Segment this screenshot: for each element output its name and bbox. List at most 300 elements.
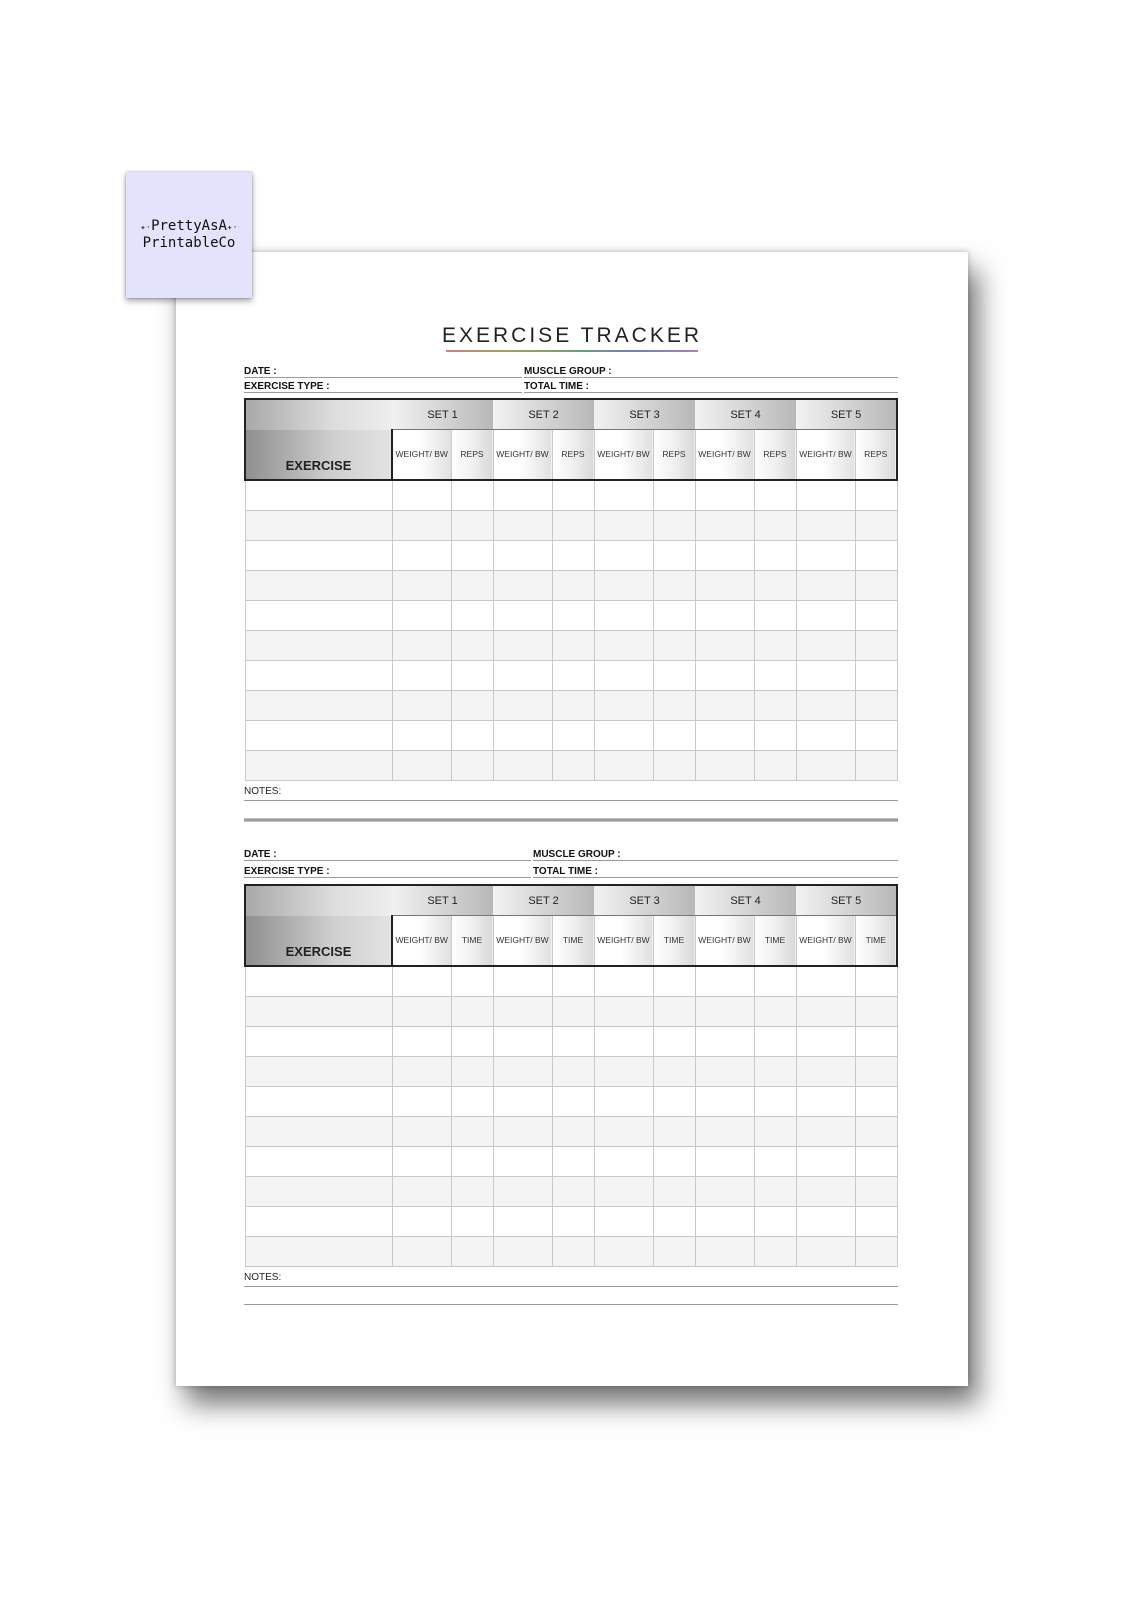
entry-cell[interactable] [451,600,493,630]
entry-cell[interactable] [552,720,594,750]
entry-cell[interactable] [552,570,594,600]
entry-cell[interactable] [594,750,653,780]
entry-cell[interactable] [695,1056,754,1086]
entry-cell[interactable] [855,510,897,540]
entry-cell[interactable] [796,1236,855,1266]
entry-cell[interactable] [653,1086,695,1116]
entry-cell[interactable] [552,630,594,660]
reps-header: REPS [754,430,796,480]
entry-cell[interactable] [695,600,754,630]
total-time-field[interactable] [524,392,898,393]
entry-cell[interactable] [451,996,493,1026]
reps-header: REPS [552,430,594,480]
table-row [245,690,897,720]
entry-cell[interactable] [493,480,552,511]
brand-logo [126,172,252,298]
notes-line[interactable] [244,1304,898,1305]
entry-cell[interactable] [493,1056,552,1086]
entry-cell[interactable] [392,690,451,720]
entry-cell[interactable] [653,600,695,630]
entry-cell[interactable] [796,660,855,690]
entry-cell[interactable] [695,510,754,540]
entry-cell[interactable] [754,1176,796,1206]
entry-cell[interactable] [392,600,451,630]
entry-cell[interactable] [451,1026,493,1056]
entry-cell[interactable] [754,600,796,630]
set-header-3: SET 3 [594,399,695,430]
entry-cell[interactable] [855,1146,897,1176]
entry-cell[interactable] [594,720,653,750]
table-row [245,1176,897,1206]
entry-cell[interactable] [392,1056,451,1086]
entry-cell[interactable] [392,966,451,997]
total-time-label: TOTAL TIME : [533,866,598,877]
entry-cell[interactable] [754,660,796,690]
exercise-type-field[interactable] [244,877,531,878]
entry-cell[interactable] [653,1206,695,1236]
set-header-1: SET 1 [392,399,493,430]
entry-cell[interactable] [392,1086,451,1116]
weight-bw-header: WEIGHT/ BW [392,916,451,966]
entry-cell[interactable] [796,1026,855,1056]
notes-line[interactable] [244,1286,898,1287]
exercise-cell[interactable] [245,750,392,780]
entry-cell[interactable] [754,1026,796,1056]
exercise-cell[interactable] [245,966,392,997]
entry-cell[interactable] [653,750,695,780]
entry-cell[interactable] [392,630,451,660]
entry-cell[interactable] [552,996,594,1026]
entry-cell[interactable] [552,1056,594,1086]
entry-cell[interactable] [754,750,796,780]
entry-cell[interactable] [653,630,695,660]
entry-cell[interactable] [855,720,897,750]
entry-cell[interactable] [695,1206,754,1236]
entry-cell[interactable] [451,660,493,690]
entry-cell[interactable] [695,966,754,997]
entry-cell[interactable] [796,570,855,600]
entry-cell[interactable] [796,966,855,997]
entry-cell[interactable] [653,1026,695,1056]
entry-cell[interactable] [594,570,653,600]
entry-cell[interactable] [493,966,552,997]
entry-cell[interactable] [594,1146,653,1176]
entry-cell[interactable] [855,660,897,690]
entry-cell[interactable] [754,540,796,570]
entry-cell[interactable] [695,480,754,511]
entry-cell[interactable] [493,1026,552,1056]
entry-cell[interactable] [695,1086,754,1116]
entry-cell[interactable] [552,966,594,997]
exercise-type-field[interactable] [244,392,522,393]
entry-cell[interactable] [392,750,451,780]
entry-cell[interactable] [392,660,451,690]
entry-cell[interactable] [594,600,653,630]
entry-cell[interactable] [754,1146,796,1176]
time-header: TIME [552,916,594,966]
entry-cell[interactable] [493,1206,552,1236]
entry-cell[interactable] [594,966,653,997]
entry-cell[interactable] [754,1056,796,1086]
entry-cell[interactable] [796,540,855,570]
entry-cell[interactable] [653,720,695,750]
entry-cell[interactable] [594,1206,653,1236]
entry-cell[interactable] [552,660,594,690]
table-row [245,966,897,997]
entry-cell[interactable] [754,1116,796,1146]
entry-cell[interactable] [552,540,594,570]
entry-cell[interactable] [594,996,653,1026]
table-row [245,570,897,600]
weight-bw-header: WEIGHT/ BW [493,430,552,480]
entry-cell[interactable] [855,690,897,720]
brand-line-1: PrettyAsA [151,218,227,234]
entry-cell[interactable] [493,570,552,600]
meta-row-date [244,845,898,861]
table-row [245,1056,897,1086]
entry-cell[interactable] [451,510,493,540]
sparkle-icon: ✦· [226,223,238,233]
entry-cell[interactable] [653,480,695,511]
set-header-3: SET 3 [594,885,695,916]
entry-cell[interactable] [855,600,897,630]
entry-cell[interactable] [392,540,451,570]
entry-cell[interactable] [552,1146,594,1176]
entry-cell[interactable] [695,540,754,570]
entry-cell[interactable] [754,630,796,660]
weight-bw-header: WEIGHT/ BW [392,430,451,480]
entry-cell[interactable] [796,510,855,540]
entry-cell[interactable] [695,996,754,1026]
entry-cell[interactable] [552,1236,594,1266]
entry-cell[interactable] [695,1026,754,1056]
entry-cell[interactable] [855,1116,897,1146]
entry-cell[interactable] [695,570,754,600]
entry-cell[interactable] [552,510,594,540]
exercise-cell[interactable] [245,480,392,511]
meta-row-type [244,862,898,878]
entry-cell[interactable] [796,1206,855,1236]
entry-cell[interactable] [493,660,552,690]
set-header-2: SET 2 [493,885,594,916]
total-time-field[interactable] [533,877,898,878]
time-header: TIME [451,916,493,966]
table-row [245,540,897,570]
entry-cell[interactable] [754,570,796,600]
entry-cell[interactable] [594,1086,653,1116]
exercise-cell[interactable] [245,1086,392,1116]
entry-cell[interactable] [451,1086,493,1116]
entry-cell[interactable] [653,540,695,570]
exercise-cell[interactable] [245,570,392,600]
exercise-header-top [245,885,392,916]
entry-cell[interactable] [653,966,695,997]
entry-cell[interactable] [594,660,653,690]
entry-cell[interactable] [594,540,653,570]
entry-cell[interactable] [552,1176,594,1206]
entry-cell[interactable] [754,1206,796,1236]
entry-cell[interactable] [451,540,493,570]
muscle-group-label: MUSCLE GROUP : [533,849,621,860]
exercise-cell[interactable] [245,660,392,690]
table-row [245,1236,897,1266]
reps-header: REPS [451,430,493,480]
entry-cell[interactable] [754,966,796,997]
entry-cell[interactable] [855,480,897,511]
entry-cell[interactable] [653,510,695,540]
notes-label: NOTES: [244,1272,282,1283]
entry-cell[interactable] [552,480,594,511]
table-row [245,1116,897,1146]
entry-cell[interactable] [594,630,653,660]
entry-cell[interactable] [392,1236,451,1266]
exercise-cell[interactable] [245,600,392,630]
exercise-cell[interactable] [245,1056,392,1086]
entry-cell[interactable] [493,1146,552,1176]
entry-cell[interactable] [796,1086,855,1116]
entry-cell[interactable] [451,1116,493,1146]
set-header-1: SET 1 [392,885,493,916]
weight-bw-header: WEIGHT/ BW [493,916,552,966]
entry-cell[interactable] [855,570,897,600]
set-header-2: SET 2 [493,399,594,430]
table-row [245,510,897,540]
entry-cell[interactable] [855,540,897,570]
entry-cell[interactable] [653,1236,695,1266]
title-underline [446,350,698,352]
entry-cell[interactable] [493,750,552,780]
table-row [245,1206,897,1236]
set-header-4: SET 4 [695,399,796,430]
time-header: TIME [754,916,796,966]
entry-cell[interactable] [855,630,897,660]
set-header-5: SET 5 [796,885,897,916]
date-label: DATE : [244,849,277,860]
entry-cell[interactable] [594,1026,653,1056]
tracker-sheet [176,252,968,1386]
meta-row-type [244,377,898,393]
entry-cell[interactable] [392,570,451,600]
entry-cell[interactable] [451,1176,493,1206]
entry-cell[interactable] [451,966,493,997]
entry-cell[interactable] [695,1236,754,1266]
entry-cell[interactable] [855,1236,897,1266]
entry-cell[interactable] [695,1176,754,1206]
entry-cell[interactable] [594,690,653,720]
entry-cell[interactable] [653,570,695,600]
entry-cell[interactable] [392,720,451,750]
entry-cell[interactable] [594,1056,653,1086]
entry-cell[interactable] [653,1056,695,1086]
entry-cell[interactable] [392,1206,451,1236]
section-divider [244,818,898,822]
entry-cell[interactable] [451,480,493,511]
entry-cell[interactable] [451,690,493,720]
entry-cell[interactable] [796,750,855,780]
entry-cell[interactable] [855,1086,897,1116]
exercise-table-1 [244,398,898,781]
entry-cell[interactable] [493,600,552,630]
date-field[interactable] [244,860,531,861]
entry-cell[interactable] [392,1146,451,1176]
entry-cell[interactable] [796,1176,855,1206]
entry-cell[interactable] [493,630,552,660]
entry-cell[interactable] [796,1116,855,1146]
entry-cell[interactable] [552,690,594,720]
weight-bw-header: WEIGHT/ BW [796,916,855,966]
entry-cell[interactable] [493,510,552,540]
entry-cell[interactable] [754,1236,796,1266]
entry-cell[interactable] [653,690,695,720]
entry-cell[interactable] [695,1146,754,1176]
entry-cell[interactable] [552,750,594,780]
entry-cell[interactable] [855,750,897,780]
entry-cell[interactable] [653,1116,695,1146]
exercise-table-2 [244,884,898,1267]
entry-cell[interactable] [695,720,754,750]
date-label: DATE : [244,366,277,377]
entry-cell[interactable] [796,1056,855,1086]
entry-cell[interactable] [493,1086,552,1116]
time-header: TIME [855,916,897,966]
entry-cell[interactable] [552,1086,594,1116]
entry-cell[interactable] [855,1176,897,1206]
exercise-cell[interactable] [245,1206,392,1236]
entry-cell[interactable] [754,510,796,540]
entry-cell[interactable] [796,600,855,630]
entry-cell[interactable] [392,1116,451,1146]
entry-cell[interactable] [855,966,897,997]
entry-cell[interactable] [451,1236,493,1266]
exercise-cell[interactable] [245,1146,392,1176]
entry-cell[interactable] [796,1146,855,1176]
entry-cell[interactable] [392,1026,451,1056]
meta-row-date [244,362,898,378]
entry-cell[interactable] [653,996,695,1026]
entry-cell[interactable] [796,630,855,660]
exercise-cell[interactable] [245,540,392,570]
entry-cell[interactable] [392,996,451,1026]
entry-cell[interactable] [493,540,552,570]
exercise-cell[interactable] [245,720,392,750]
muscle-group-label: MUSCLE GROUP : [524,366,612,377]
entry-cell[interactable] [552,1206,594,1236]
reps-header: REPS [855,430,897,480]
entry-cell[interactable] [493,720,552,750]
entry-cell[interactable] [451,630,493,660]
weight-bw-header: WEIGHT/ BW [594,430,653,480]
entry-cell[interactable] [451,570,493,600]
entry-cell[interactable] [493,1236,552,1266]
exercise-cell[interactable] [245,1026,392,1056]
table-row [245,1086,897,1116]
weight-bw-header: WEIGHT/ BW [594,916,653,966]
entry-cell[interactable] [796,720,855,750]
entry-cell[interactable] [754,996,796,1026]
exercise-cell[interactable] [245,630,392,660]
entry-cell[interactable] [552,600,594,630]
exercise-cell[interactable] [245,510,392,540]
entry-cell[interactable] [855,996,897,1026]
set-header-5: SET 5 [796,399,897,430]
entry-cell[interactable] [796,690,855,720]
exercise-header: EXERCISE [245,430,392,480]
entry-cell[interactable] [653,1146,695,1176]
exercise-type-label: EXERCISE TYPE : [244,866,330,877]
weight-bw-header: WEIGHT/ BW [695,916,754,966]
entry-cell[interactable] [493,1176,552,1206]
muscle-group-field[interactable] [533,860,898,861]
entry-cell[interactable] [855,1056,897,1086]
entry-cell[interactable] [493,1116,552,1146]
entry-cell[interactable] [451,720,493,750]
weight-bw-header: WEIGHT/ BW [695,430,754,480]
entry-cell[interactable] [594,1236,653,1266]
exercise-header: EXERCISE [245,916,392,966]
entry-cell[interactable] [754,690,796,720]
entry-cell[interactable] [855,1206,897,1236]
sparkle-icon: ✦· [140,223,152,233]
entry-cell[interactable] [451,750,493,780]
entry-cell[interactable] [552,1116,594,1146]
entry-cell[interactable] [695,660,754,690]
entry-cell[interactable] [695,630,754,660]
exercise-cell[interactable] [245,996,392,1026]
set-header-4: SET 4 [695,885,796,916]
table-row [245,600,897,630]
entry-cell[interactable] [392,480,451,511]
table-row [245,720,897,750]
table-row [245,660,897,690]
entry-cell[interactable] [493,690,552,720]
entry-cell[interactable] [451,1056,493,1086]
entry-cell[interactable] [695,690,754,720]
table-row [245,480,897,511]
entry-cell[interactable] [594,480,653,511]
exercise-cell[interactable] [245,1236,392,1266]
entry-cell[interactable] [552,1026,594,1056]
exercise-cell[interactable] [245,1176,392,1206]
entry-cell[interactable] [796,996,855,1026]
notes-line[interactable] [244,800,898,801]
entry-cell[interactable] [451,1206,493,1236]
entry-cell[interactable] [594,510,653,540]
exercise-cell[interactable] [245,690,392,720]
weight-bw-header: WEIGHT/ BW [796,430,855,480]
entry-cell[interactable] [594,1176,653,1206]
entry-cell[interactable] [451,1146,493,1176]
entry-cell[interactable] [695,1116,754,1146]
notes-label: NOTES: [244,786,282,797]
entry-cell[interactable] [653,660,695,690]
entry-cell[interactable] [493,996,552,1026]
entry-cell[interactable] [754,1086,796,1116]
table-row [245,630,897,660]
entry-cell[interactable] [754,480,796,511]
entry-cell[interactable] [855,1026,897,1056]
reps-header: REPS [653,430,695,480]
brand-line-2: PrintableCo [142,235,236,251]
entry-cell[interactable] [695,750,754,780]
entry-cell[interactable] [392,1176,451,1206]
entry-cell[interactable] [392,510,451,540]
entry-cell[interactable] [796,480,855,511]
entry-cell[interactable] [594,1116,653,1146]
entry-cell[interactable] [653,1176,695,1206]
exercise-cell[interactable] [245,1116,392,1146]
table-row [245,996,897,1026]
entry-cell[interactable] [754,720,796,750]
